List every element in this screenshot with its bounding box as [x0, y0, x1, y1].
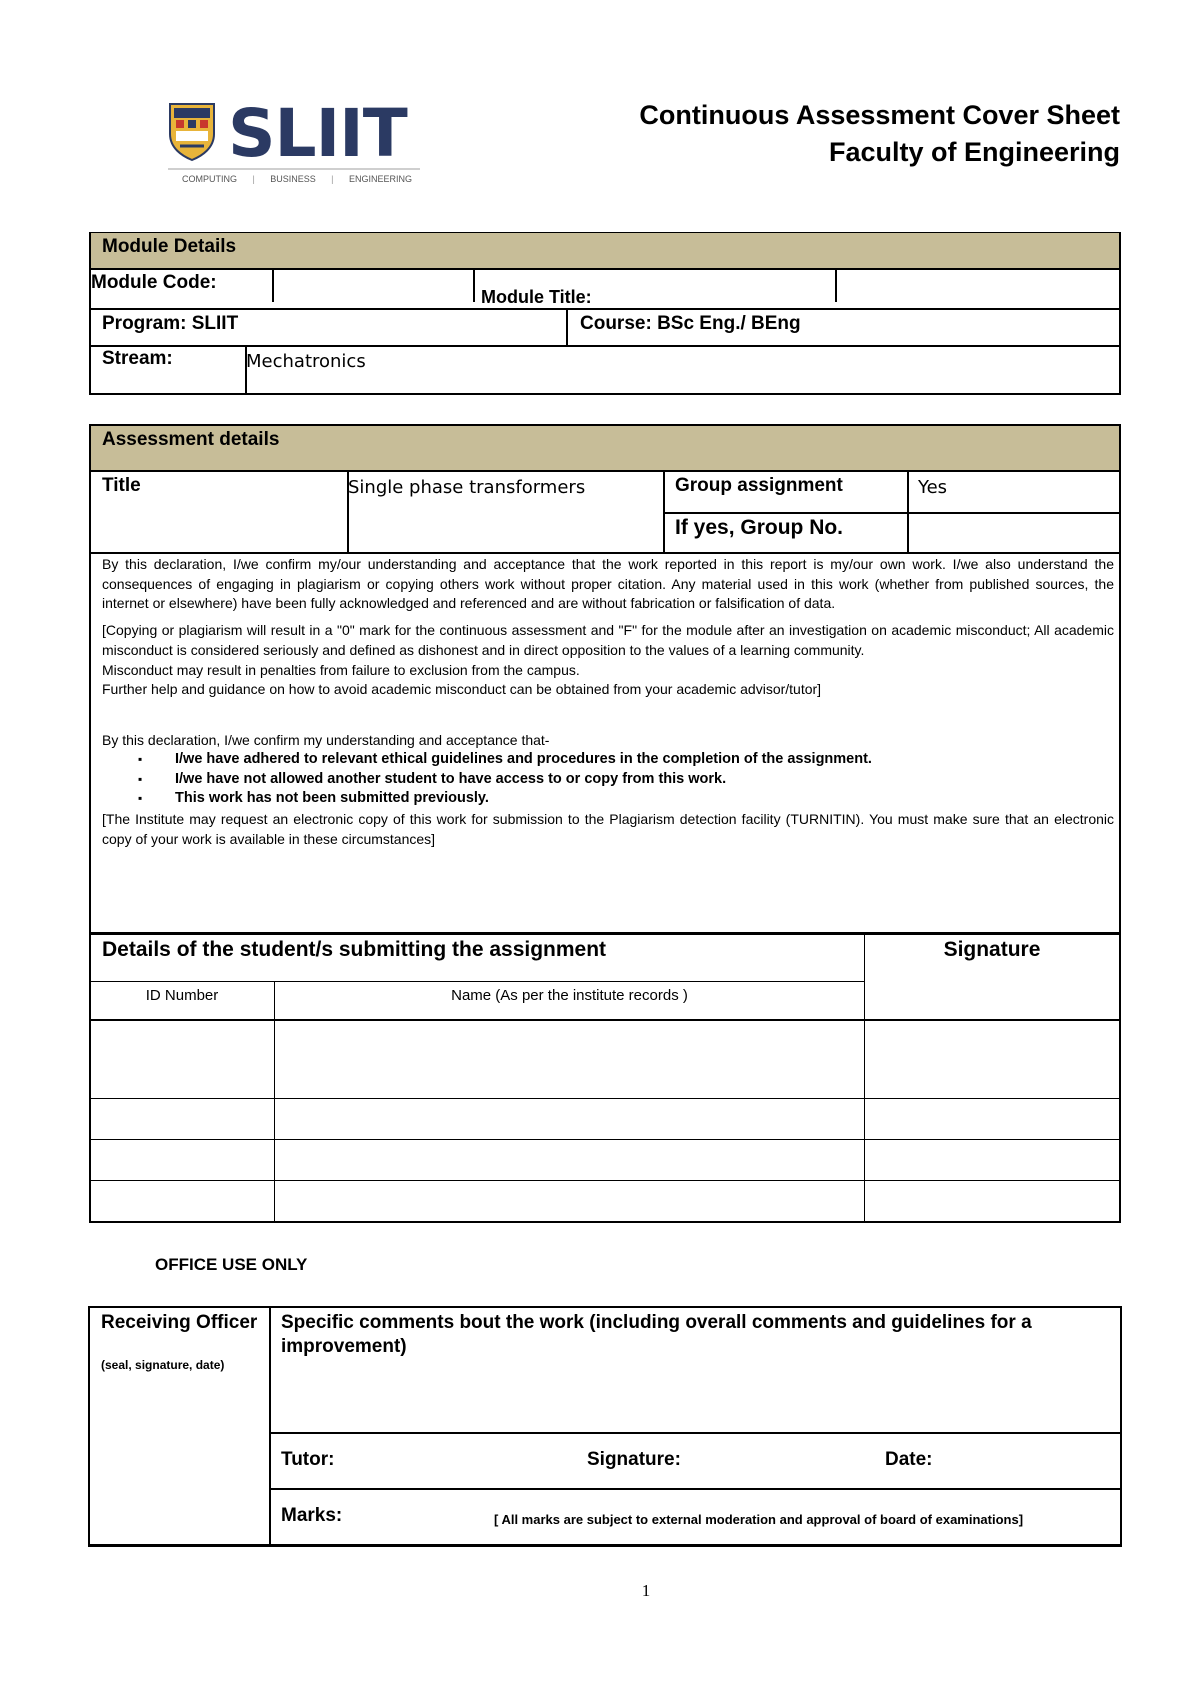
- misconduct-paragraph: [Copying or plagiarism will result in a "0" mark for the continuous assessment and "F" for the module after an investigation on academic misconduct; All academic misconduct is considered seriously and defined as dishonest and in direct opposition to the values of a learning community.: [102, 621, 1114, 658]
- program-label: Program: SLIIT: [102, 313, 239, 334]
- assessment-title-value[interactable]: Single phase transformers: [348, 477, 586, 498]
- marks-label: Marks:: [281, 1505, 343, 1526]
- guidance-paragraph: Further help and guidance on how to avoid academic misconduct can be obtained from your academic advisor/tutor]: [102, 681, 822, 697]
- receiving-officer-label: Receiving Officer: [101, 1312, 258, 1333]
- date-label: Date:: [885, 1449, 933, 1470]
- assessment-title-label: Title: [102, 475, 141, 496]
- list-item: ▪ This work has not been submitted previously.: [102, 789, 1114, 809]
- declaration-paragraph: By this declaration, I/we confirm my/our understanding and acceptance that the work reported in this report is my/our own work. I/we also understand the consequences of engaging in plagiarism or copying others work without proper citation. Any material used in this work (whether from published sources, the internet or elsewhere) have been fully acknowledged and referenced and are without fabrication or falsification of data.: [102, 556, 1114, 611]
- id-number-header: ID Number: [145, 987, 219, 1004]
- name-header: Name (As per the institute records ): [451, 987, 688, 1004]
- confirmation-intro: By this declaration, I/we confirm my understanding and acceptance that-: [102, 731, 550, 748]
- module-details-heading: Module Details: [102, 236, 237, 257]
- stream-label: Stream:: [102, 348, 173, 369]
- students-heading: Details of the student/s submitting the assignment: [102, 938, 607, 961]
- penalty-paragraph: Misconduct may result in penalties from failure to exclusion from the campus.: [102, 661, 580, 678]
- logo-tagline-engineering: ENGINEERING: [348, 174, 412, 184]
- page-number: 1: [641, 1581, 651, 1600]
- signature-heading: Signature: [943, 938, 1041, 961]
- declaration-text: [102, 555, 1114, 849]
- marks-note: [ All marks are subject to external moderation and approval of board of examinations]: [494, 1512, 1024, 1527]
- receiving-officer-note: (seal, signature, date): [101, 1358, 225, 1372]
- stream-value[interactable]: Mechatronics: [246, 351, 366, 372]
- comments-label: Specific comments bout the work (including overall comments and guidelines for a improvement): [281, 1312, 1032, 1357]
- logo-tagline-computing: COMPUTING: [182, 174, 237, 184]
- signature-label: Signature:: [587, 1449, 681, 1470]
- logo-tagline: COMPUTING | BUSINESS | ENGINEERING: [168, 168, 420, 184]
- confirmation-list: [102, 750, 1114, 809]
- course-label: Course: BSc Eng./ BEng: [580, 313, 801, 334]
- assessment-details-heading: Assessment details: [102, 429, 280, 450]
- logo-wordmark: SLIIT: [228, 95, 407, 172]
- logo-tagline-business: BUSINESS: [270, 174, 316, 184]
- sliit-logo: [164, 95, 422, 190]
- document-subtitle: Faculty of Engineering: [828, 137, 1120, 167]
- document-title: Continuous Assessment Cover Sheet: [639, 100, 1120, 130]
- tutor-label: Tutor:: [281, 1449, 335, 1470]
- module-code-label: Module Code:: [91, 272, 217, 293]
- list-item: ▪ I/we have adhered to relevant ethical guidelines and procedures in the completion of the assignment.: [102, 750, 1114, 770]
- turnitin-paragraph: [The Institute may request an electronic copy of this work for submission to the Plagiarism detection facility (TURNITIN). You must make sure that an electronic copy of your work is available in these circumstances]: [102, 810, 1114, 847]
- group-assignment-label: Group assignment: [675, 475, 843, 496]
- group-no-label: If yes, Group No.: [675, 516, 844, 539]
- module-title-label: Module Title:: [481, 287, 592, 307]
- shield-crest-icon: [166, 100, 218, 162]
- office-use-heading: OFFICE USE ONLY: [155, 1255, 308, 1274]
- group-assignment-value[interactable]: Yes: [918, 477, 948, 498]
- list-item: ▪ I/we have not allowed another student to have access to or copy from this work.: [102, 770, 1114, 790]
